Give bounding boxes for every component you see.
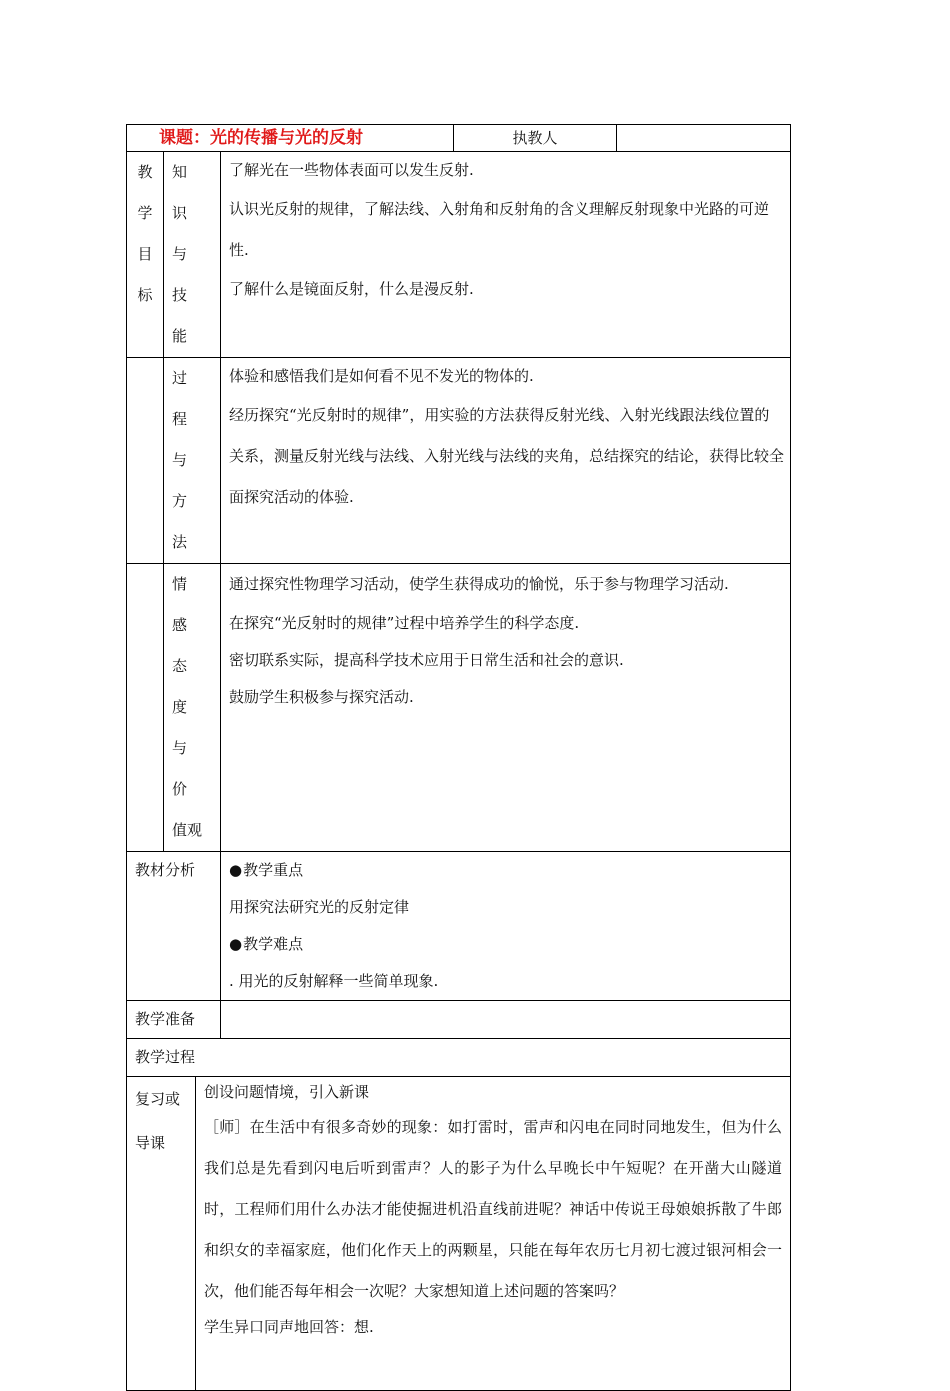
emotion-item: 密切联系实际，提高科学技术应用于日常生活和社会的意识. [229,651,624,669]
objectives-label-continued [127,564,164,852]
review-label: 复习或 导课 [127,1077,196,1391]
objective-process-row [127,358,791,564]
preparation-row [127,1001,791,1039]
key-point-text: 用探究法研究光的反射定律 [229,898,410,916]
teacher-label: 执教人 [454,125,617,152]
key-point-heading: ● 教学重点 [229,852,784,889]
process-title: 教学过程 [127,1039,791,1077]
lesson-plan-table [126,124,791,1391]
preparation-value [221,1001,791,1039]
analysis-content [221,852,791,1001]
emotion-item: 在探究“光反射时的规律”过程中培养学生的科学态度. [229,614,580,632]
emotion-content [221,564,791,852]
process-title-row [127,1039,791,1077]
process-item: 体验和感悟我们是如何看不见不发光的物体的. [229,367,534,385]
objective-emotion-row [127,564,791,852]
header-row [127,125,791,152]
knowledge-item: 了解光在一些物体表面可以发生反射. [229,161,474,179]
process-item: 经历探究“光反射时的规律”，用实验的方法获得反射光线、入射光线跟法线位置的关系，测量反射光线与法线、入射光线与法线的夹角，总结探究的结论，获得比较全面探究活动的体验. [229,406,785,506]
objectives-label-continued [127,358,164,564]
teacher-value [617,125,791,152]
knowledge-item: 认识光反射的规律，了解法线、入射角和反射角的含义理解反射现象中光路的可逆性. [229,200,770,259]
objective-knowledge-row [127,152,791,358]
emotion-label: 情 感 态 度 与 价 值观 [164,564,221,852]
objectives-label: 教 学 目 标 [127,152,164,358]
knowledge-label: 知 识 与 技 能 [164,152,221,358]
difficulty-heading: ● 教学难点 [229,926,784,963]
analysis-label: 教材分析 [127,852,221,1001]
difficulty-text: . 用光的反射解释一些简单现象. [229,972,439,990]
review-row [127,1077,791,1391]
process-label: 过 程 与 方 法 [164,358,221,564]
lesson-title: 课题：光的传播与光的反射 [127,125,454,152]
knowledge-item: 了解什么是镜面反射，什么是漫反射. [229,280,474,298]
preparation-label: 教学准备 [127,1001,221,1039]
emotion-item: 鼓励学生积极参与探究活动. [229,688,414,706]
knowledge-content [221,152,791,358]
review-answer: 学生异口同声地回答：想. [204,1318,374,1336]
review-heading: 创设问题情境，引入新课 [204,1083,370,1101]
analysis-row [127,852,791,1001]
emotion-item: 通过探究性物理学习活动，使学生获得成功的愉悦，乐于参与物理学习活动. [229,575,729,593]
review-content [196,1077,791,1391]
review-paragraph: ［师］在生活中有很多奇妙的现象：如打雷时，雷声和闪电在同时同地发生，但为什么我们总是先看到闪电后听到雷声？人的影子为什么早晚长中午短呢？在开凿大山隧道时，工程师们用什么办法才能使掘进机沿直线前进呢？神话中传说王母娘娘拆散了牛郎和织女的幸福家庭，他们化作天上的两颗星，只能在每年农历七月初七渡过银河相会一次，他们能否每年相会一次呢？大家想知道上述问题的答案吗？ [204,1118,782,1300]
process-content [221,358,791,564]
